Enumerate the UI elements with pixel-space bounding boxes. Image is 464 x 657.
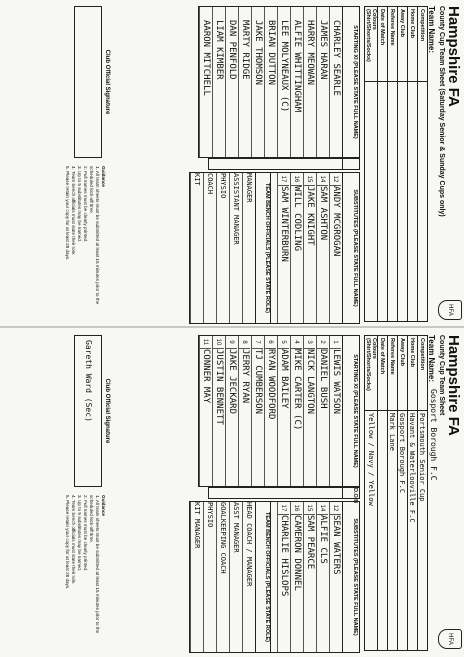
info-label: Colours (Shirt/Shorts/Socks) [365, 7, 378, 82]
player-name: MIKE CARTER (C) [292, 349, 302, 431]
guidance-item: 1. All team sheets must be submitted at least 15 minutes prior to the scheduled kick-off time. [89, 166, 100, 305]
shirt-number: 16 [290, 173, 302, 186]
dob-column [208, 158, 360, 170]
player-name: SAM ASHTON [318, 186, 328, 241]
starting-player-row[interactable] [316, 7, 329, 157]
bench-official-row[interactable]: PHYSIO [216, 173, 229, 323]
player-name: ANDY MCGROGAN [331, 186, 341, 257]
player-name: WILL CODLING [292, 186, 302, 252]
signature-box [74, 6, 110, 158]
info-row [388, 336, 398, 651]
sheet-subtitle: County Cup Team Sheet (Saturday Senior & Sunday Cups only) [438, 6, 445, 217]
dob-column [208, 487, 360, 504]
player-name: DANIEL BUSH [318, 349, 328, 409]
substitute-row[interactable] [277, 502, 290, 652]
info-row [408, 336, 418, 651]
player-name: CONNER MAY [201, 349, 211, 404]
shirt-number: 15 [303, 502, 315, 515]
info-row [378, 7, 388, 322]
info-value[interactable] [398, 82, 408, 322]
info-label: Date of Match [378, 7, 388, 82]
info-value[interactable] [378, 411, 388, 651]
info-row [398, 7, 408, 322]
starting-player-row[interactable] [212, 7, 225, 157]
shirt-number: 12 [329, 502, 341, 515]
info-value[interactable] [408, 82, 418, 322]
team-sheet-bottom [0, 329, 464, 657]
guidance-item: 3. Up to 5 substitutes may be named. [77, 495, 82, 572]
info-value[interactable]: Havant & Waterlooville F.C [408, 411, 418, 651]
player-name: SAM WINTERBURN [279, 186, 289, 262]
starting-player-row[interactable] [251, 7, 264, 157]
guidance-item: 3. Up to 5 substitutes may be named. [77, 166, 82, 243]
match-info-table [364, 335, 428, 651]
info-label: Away Club [398, 7, 408, 82]
player-name: MARTY RIDGE [240, 20, 250, 80]
signature-value[interactable]: Gareth Ward (Sec) [84, 340, 93, 422]
player-name: NICK LANGTON [305, 349, 315, 415]
info-label: Referee Name [388, 336, 398, 411]
sheet-header [427, 335, 462, 651]
starting-player-row[interactable] [277, 7, 290, 157]
shirt-number: 5 [277, 336, 289, 349]
shirt-number: 17 [277, 173, 289, 186]
player-name: JERRY RYAN [240, 349, 250, 404]
player-name: ADAM BAILEY [279, 349, 289, 409]
substitute-row[interactable] [290, 502, 303, 652]
info-row [398, 336, 408, 651]
shirt-number: 15 [303, 173, 315, 186]
starting-xi-header: STARTING XI (PLEASE STATE FULL NAME) [342, 336, 359, 486]
info-value[interactable]: Mark Lane [388, 411, 398, 651]
lineup-grid [108, 6, 360, 322]
guidance-title: Guidance [101, 166, 106, 187]
sheet-subtitle: County Cup Team Sheet [438, 335, 445, 416]
starting-player-row[interactable] [264, 336, 277, 486]
starting-player-row[interactable] [303, 7, 316, 157]
substitutes-column [189, 172, 360, 324]
starting-player-row[interactable] [290, 7, 303, 157]
player-name: JAKE KNIGHT [305, 186, 315, 246]
lineup-grid [108, 335, 360, 651]
substitute-row[interactable] [316, 502, 329, 652]
starting-player-row[interactable] [238, 336, 251, 486]
bench-official-row[interactable]: HEAD COACH / MANAGER [242, 502, 255, 652]
info-label: Referee Name [388, 7, 398, 82]
starting-player-row[interactable] [303, 336, 316, 486]
info-label: Date of Match [378, 336, 388, 411]
player-name: JAKE THOMSON [253, 20, 263, 86]
substitute-row[interactable] [277, 173, 290, 323]
shirt-number: 10 [212, 336, 224, 349]
starting-player-row[interactable] [199, 336, 212, 486]
dob-header: D.O.B [342, 488, 359, 498]
starting-player-row[interactable] [316, 336, 329, 486]
bench-official-row[interactable]: PHYSIO [203, 502, 216, 652]
bench-official-row[interactable]: MANAGER [242, 173, 255, 323]
guidance-title: Guidance [101, 495, 106, 516]
substitute-row[interactable] [316, 173, 329, 323]
signature-value[interactable] [85, 7, 101, 157]
shirt-number: 12 [329, 173, 341, 186]
substitute-row[interactable] [329, 173, 342, 323]
info-row [365, 7, 378, 322]
shirt-number: 7 [251, 336, 263, 349]
player-name: CHARLEY SEARLE [331, 20, 341, 96]
team-sheet-content [0, 329, 464, 657]
bench-officials-header: TEAM BENCH OFFICIALS (PLEASE STATE ROLE) [255, 173, 271, 323]
shirt-number: 16 [290, 502, 302, 515]
guidance-item: 2. Full names must be clearly printed. [83, 166, 88, 243]
substitutes-header: SUBSTITUTES (PLEASE STATE FULL NAME) [342, 502, 359, 652]
player-name: TJ CUMBERSON [253, 349, 263, 415]
player-name: SEAN WATERS [331, 515, 341, 575]
starting-player-row[interactable] [225, 336, 238, 486]
shirt-number: 14 [316, 502, 328, 515]
info-value[interactable] [378, 82, 388, 322]
guidance-item: 2. Full names must be clearly printed. [83, 495, 88, 572]
info-value[interactable]: Yellow / Navy / Yellow [365, 411, 378, 651]
bench-official-row[interactable]: ASSISTANT MANAGER [229, 173, 242, 323]
info-row [418, 7, 428, 322]
bench-official-row[interactable]: COACH [203, 173, 216, 323]
crest-logo: HFA [438, 629, 462, 649]
info-label: Home Club [408, 336, 418, 411]
info-row [408, 7, 418, 322]
bench-official-row[interactable]: ASST MANAGER [229, 502, 242, 652]
starting-player-row[interactable] [225, 7, 238, 157]
guidance-notes [64, 495, 106, 651]
info-label: Colours (Shirt/Shorts/Socks) [365, 336, 378, 411]
info-label: Home Club [408, 7, 418, 82]
team-name-label: Team Name: [427, 335, 436, 382]
shirt-number: 1 [329, 336, 341, 349]
starting-player-row[interactable] [199, 7, 212, 157]
player-name: LEWIS WATSON [331, 349, 341, 415]
player-name: LEE MOLYNEAUX (C) [279, 20, 289, 113]
player-name: SAM PEARCE [305, 515, 315, 570]
substitute-row[interactable] [290, 173, 303, 323]
info-value[interactable] [388, 82, 398, 322]
substitute-row[interactable] [303, 173, 316, 323]
starting-player-row[interactable] [238, 7, 251, 157]
shirt-number: 14 [316, 173, 328, 186]
info-label: Competition [418, 336, 428, 411]
starting-xi-column [198, 335, 360, 487]
info-row [378, 336, 388, 651]
info-row [388, 7, 398, 322]
crest-logo: HFA [438, 300, 462, 320]
shirt-number: 6 [264, 336, 276, 349]
shirt-number: 9 [225, 336, 237, 349]
bench-official-row[interactable]: KIT [190, 173, 203, 323]
substitute-row[interactable] [329, 502, 342, 652]
team-sheet-top [0, 0, 464, 328]
team-name-value[interactable]: Gosport Borough F.C [429, 389, 438, 481]
info-label: Competition [418, 7, 428, 82]
brand-title: Hampshire FA [445, 335, 462, 436]
player-name: DAN PENFOLD [227, 20, 237, 80]
player-name: ALFIE WHITTINGHAM [292, 20, 302, 113]
starting-xi-header: STARTING XI (PLEASE STATE FULL NAME) [342, 7, 359, 157]
shirt-number: 8 [238, 336, 250, 349]
info-label: Away Club [398, 336, 408, 411]
player-name: RYAN WOODFORD [266, 349, 276, 420]
guidance-item: 5. Please retain your copy for at least 28 days. [65, 495, 70, 590]
signature-label: Club Official Signature [104, 49, 110, 115]
shirt-number: 4 [290, 336, 302, 349]
player-name: CAMERON DONNEL [292, 515, 302, 591]
info-row [418, 336, 428, 651]
player-name: JUSTIN BENNETT [214, 349, 224, 425]
guidance-item: 4. Team bench officials must state their role. [71, 495, 76, 585]
player-name: JAKE JECKARD [227, 349, 237, 415]
player-name: LIAM KIMBER [214, 20, 224, 80]
brand-title: Hampshire FA [445, 6, 462, 107]
team-sheet-content [0, 0, 464, 328]
match-info-table [364, 6, 428, 322]
player-name: ALFIE CLS [318, 515, 328, 564]
player-name: JAMES HARAN [318, 20, 328, 80]
shirt-number: 17 [277, 502, 289, 515]
info-value[interactable]: Portsmouth Senior Cup [418, 411, 428, 651]
sheet-header [427, 6, 462, 322]
info-value[interactable] [365, 82, 378, 322]
signature-box [74, 335, 110, 487]
starting-player-row[interactable] [290, 336, 303, 486]
starting-player-row[interactable] [329, 7, 342, 157]
starting-player-row[interactable] [212, 336, 225, 486]
info-value[interactable] [418, 82, 428, 322]
substitutes-header: SUBSTITUTES (PLEASE STATE FULL NAME) [342, 173, 359, 323]
team-name-label: Team Name: [427, 6, 436, 53]
starting-player-row[interactable] [251, 336, 264, 486]
starting-player-row[interactable] [264, 7, 277, 157]
starting-xi-column [198, 6, 360, 158]
starting-player-row[interactable] [277, 336, 290, 486]
guidance-item: 1. All team sheets must be submitted at least 15 minutes prior to the scheduled kick-off time. [89, 495, 100, 634]
guidance-item: 4. Team bench officials must state their role. [71, 166, 76, 256]
starting-player-row[interactable] [329, 336, 342, 486]
signature-label: Club Official Signature [104, 378, 110, 444]
dob-header [342, 159, 359, 169]
player-name: AARON MITCHELL [201, 20, 211, 96]
substitute-row[interactable] [303, 502, 316, 652]
info-row [365, 336, 378, 651]
guidance-notes [64, 166, 106, 322]
substitutes-column [189, 501, 360, 653]
bench-official-row[interactable]: GOALKEEPING COACH [216, 502, 229, 652]
info-value[interactable]: Gosport Borough F.C [398, 411, 408, 651]
player-name: CHARLIE HISLOPS [279, 515, 289, 597]
bench-officials-header: TEAM BENCH OFFICIALS (PLEASE STATE ROLE) [255, 502, 271, 652]
player-name: HARRY MEOWAN [305, 20, 315, 86]
shirt-number: 3 [303, 336, 315, 349]
shirt-number: 11 [199, 336, 211, 349]
bench-official-row[interactable]: KIT MANAGER [190, 502, 203, 652]
guidance-item: 5. Please retain your copy for at least 28 days. [65, 166, 70, 261]
shirt-number: 2 [316, 336, 328, 349]
player-name: BRIAN DUTTON [266, 20, 276, 86]
